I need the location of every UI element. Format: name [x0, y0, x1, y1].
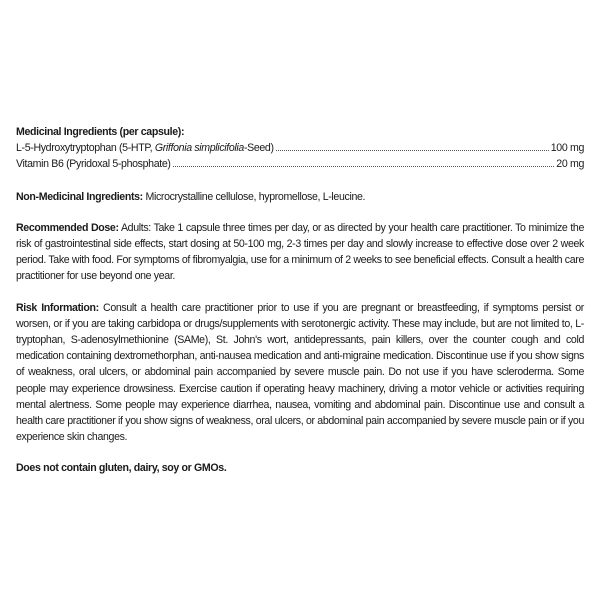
ingredient-name	[16, 140, 274, 156]
ingredient-row-5htp	[16, 140, 584, 156]
non-medicinal-text: Microcrystalline cellulose, hypromellose, L-leucine.	[142, 190, 366, 203]
medicinal-ingredients-heading: Medicinal Ingredients (per capsule):	[16, 126, 185, 138]
recommended-dose-text: Adults: Take 1 capsule three times per day, or as directed by your health care practitioner. To minimize the risk of gastrointestinal side effects, start dosing at 50-100 mg, 2-3 times per day and slowly increase to effective dose over 2 week period. Take with food. For symptoms of fibromyalgia, use for a minimum of 2 weeks to see beneficial effects. Consult a health care practitioner for use beyond one year.	[16, 221, 584, 283]
ingredient-name-prefix: L-5-Hydroxytryptophan (5-HTP,	[16, 142, 155, 155]
ingredient-name-suffix: -Seed)	[243, 142, 274, 155]
ingredient-name: Vitamin B6 (Pyridoxal 5-phosphate)	[16, 158, 171, 171]
non-medicinal-heading: Non-Medicinal Ingredients:	[16, 190, 143, 203]
ingredient-row-vitamin-b6	[16, 156, 584, 172]
risk-information-section	[16, 300, 584, 446]
ingredient-source-species: Griffonia simplicifolia	[154, 142, 244, 155]
recommended-dose-heading: Recommended Dose:	[16, 221, 119, 234]
dot-leader	[276, 150, 549, 151]
dot-leader	[173, 166, 555, 167]
risk-information-heading: Risk Information:	[16, 301, 99, 314]
recommended-dose-section	[16, 220, 584, 285]
product-label-panel	[16, 124, 584, 477]
non-medicinal-ingredients-section	[16, 189, 584, 205]
risk-information-text: Consult a health care practitioner prior to use if you are pregnant or breastfeeding, if symptoms persist or worsen, or if you are taking carbidopa or drugs/supplements with serotonergic activity. These may include, but are not limited to, L-tryptophan, S-adenosylmethionine (SAMe), St. John's wort, antidepressants, pain killers, over the counter cough and cold medication containing dextromethorphan, anti-nausea medication and anti-migraine medication. Discontinue use if you show signs of weakness, oral ulcers, or abdominal pain accompanied by severe muscle pain. Do not use if you have scleroderma. Some people may experience drowsiness. Exercise caution if operating heavy machinery, driving a motor vehicle or activities requiring mental alertness. Some people may experience diarrhea, nausea, vomiting and abdominal pain. Discontinue use and consult a health care practitioner if you show signs of weakness, oral ulcers, or abdominal pain accompanied by severe muscle pain or if you experience skin changes.	[16, 301, 584, 444]
allergen-note: Does not contain gluten, dairy, soy or GMOs.	[16, 462, 227, 475]
ingredient-amount: 100 mg	[550, 142, 584, 155]
medicinal-ingredients-section	[16, 124, 584, 173]
ingredient-amount: 20 mg	[556, 158, 584, 171]
